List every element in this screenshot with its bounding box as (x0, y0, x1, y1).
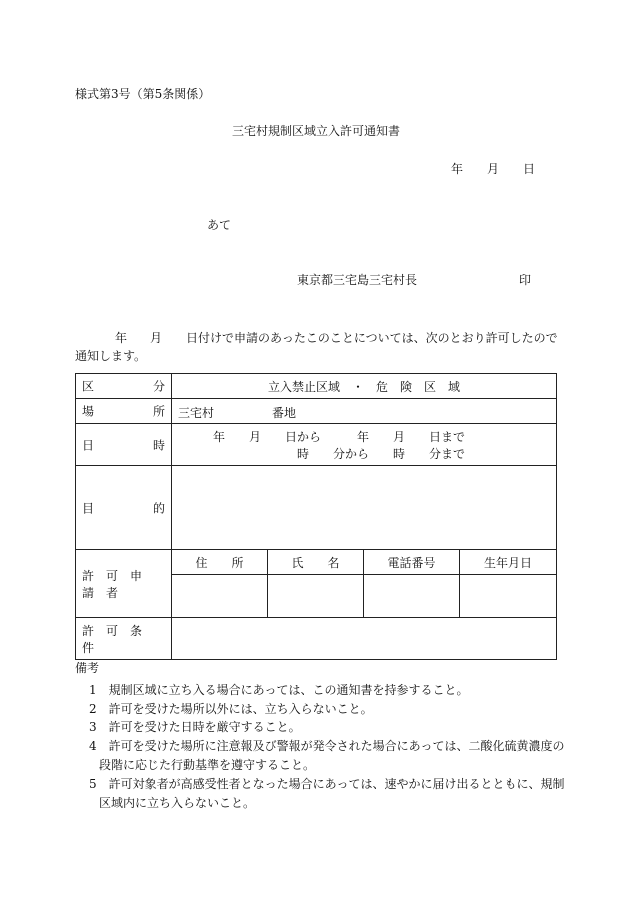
place-village: 三宅村 (178, 406, 215, 420)
datetime-line2: 時 分から 時 分まで (297, 447, 466, 461)
applicant-phone-field[interactable] (364, 575, 460, 618)
body-year-label: 年 (115, 331, 128, 345)
row-purpose (76, 466, 557, 550)
body-line2: 通知します。 (75, 349, 147, 363)
col-address-header: 住 所 (172, 550, 268, 575)
note-item: 5 許可対象者が高感受性者となった場合にあっては、速やかに届け出るとともに、規制 (89, 777, 565, 791)
row-applicant-header (76, 550, 557, 575)
applicant-birth-field[interactable] (460, 575, 557, 618)
conditions-value[interactable] (172, 618, 557, 660)
row-conditions (76, 618, 557, 660)
datetime-line1: 年 月 日から 年 月 日まで (213, 430, 466, 444)
note-item: 3 許可を受けた日時を厳守すること。 (89, 720, 301, 734)
col-phone-header: 電話番号 (364, 550, 460, 575)
category-label: 区 分 (76, 374, 172, 399)
date-year-label: 年 (451, 162, 464, 176)
form-number: 様式第3号（第5条関係） (75, 87, 211, 101)
row-datetime (76, 424, 557, 466)
date-month-label: 月 (487, 162, 500, 176)
place-value[interactable] (172, 399, 557, 424)
applicant-label: 許可申請者 (76, 550, 172, 618)
notes-heading: 備考 (75, 661, 100, 675)
body-line1-rest: 日付けで申請のあったこのことについては、次のとおり許可したので (186, 331, 558, 345)
applicant-address-field[interactable] (172, 575, 268, 618)
document-title: 三宅村規制区域立入許可通知書 (232, 124, 401, 138)
row-place (76, 399, 557, 424)
note-item: 段階に応じた行動基準を遵守すること。 (99, 758, 316, 772)
conditions-label: 許可条件 (76, 618, 172, 660)
date-day-label: 日 (523, 162, 536, 176)
place-lot: 番地 (272, 406, 297, 420)
note-item: 4 許可を受けた場所に注意報及び警報が発令された場合にあっては、二酸化硫黄濃度の (89, 739, 565, 753)
row-category (76, 374, 557, 399)
datetime-value[interactable] (172, 424, 557, 466)
addressee-suffix: あて (207, 218, 232, 232)
col-birth-header: 生年月日 (460, 550, 557, 575)
col-name-header: 氏 名 (268, 550, 364, 575)
note-item: 1 規制区域に立ち入る場合にあっては、この通知書を持参すること。 (89, 683, 469, 697)
body-month-label: 月 (150, 331, 163, 345)
note-item: 区域内に立ち入らないこと。 (99, 796, 256, 810)
datetime-label: 日 時 (76, 424, 172, 466)
note-item: 2 許可を受けた場所以外には、立ち入らないこと。 (89, 702, 373, 716)
seal-mark: 印 (519, 273, 532, 287)
place-label: 場 所 (76, 399, 172, 424)
applicant-name-field[interactable] (268, 575, 364, 618)
permit-form-table (75, 373, 557, 660)
issuer-name: 東京都三宅島三宅村長 (297, 273, 418, 287)
category-value: 立入禁止区域 ・ 危 険 区 域 (172, 374, 557, 399)
purpose-label: 目 的 (76, 466, 172, 550)
purpose-value[interactable] (172, 466, 557, 550)
